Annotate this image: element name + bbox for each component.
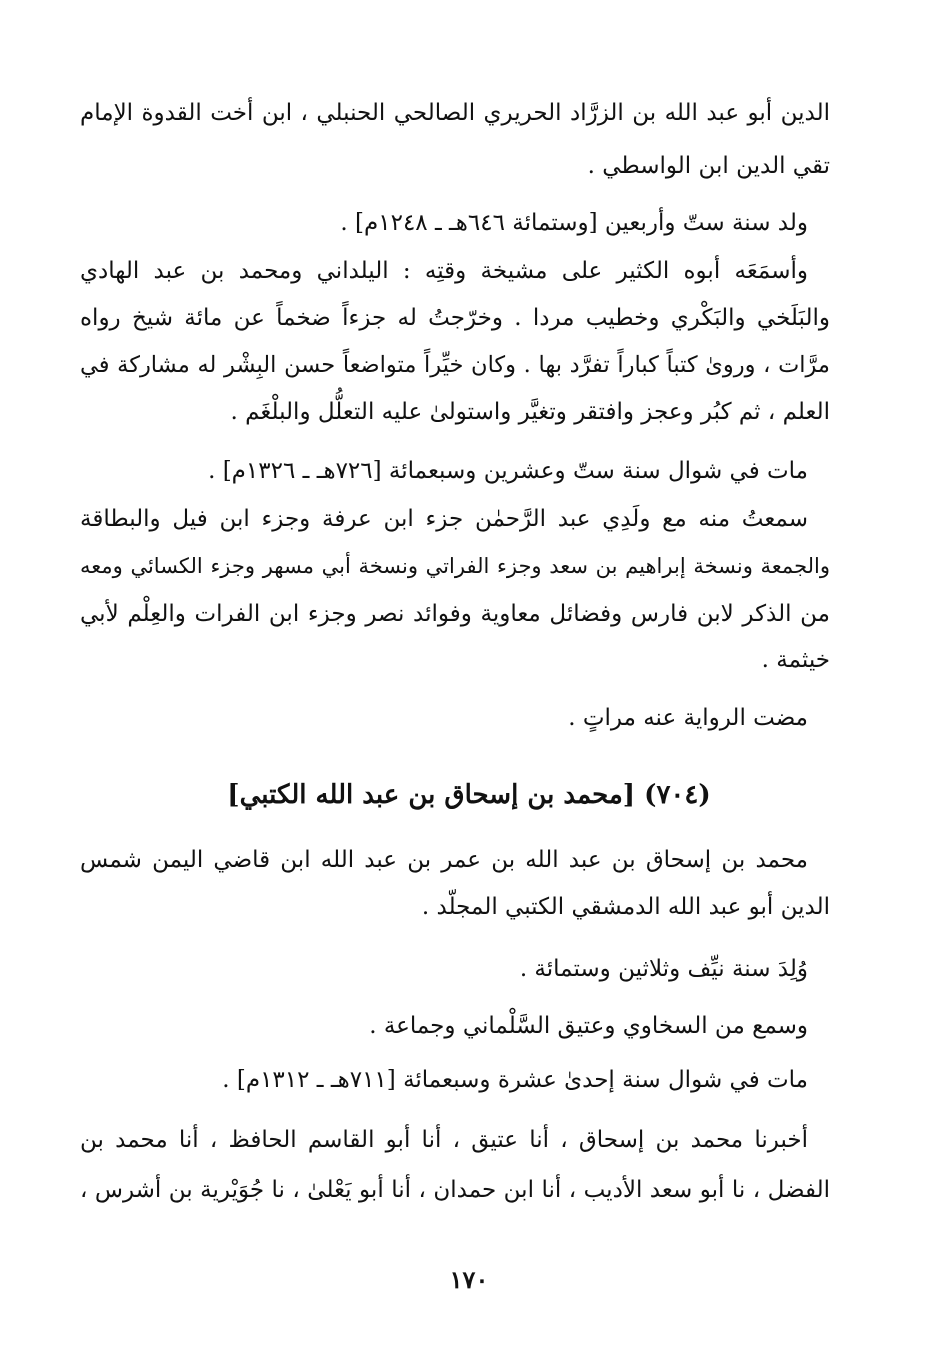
entry-heading: (٧٠٤) [محمد بن إسحاق بن عبد الله الكتبي] [227,780,711,810]
p5-line-1: سمعتُ منه مع ولَدِي عبد الرَّحمٰن جزء ابن عرفة وجزء ابن فيل والبطاقة [80,506,808,532]
page-number: ١٧٠ [449,1265,489,1294]
p8-line-1: وُلِدَ سنة نيِّف وثلاثين وستمائة . [519,956,808,982]
p1-line-2: تقي الدين ابن الواسطي . [587,153,830,179]
p2-line-1: ولد سنة ستّ وأربعين [وستمائة ٦٤٦هـ ـ ١٢٤٨م] . [340,210,808,236]
p5-line-3: من الذكر لابن فارس وفضائل معاوية وفوائد نصر وجزء ابن الفرات والعِلْم لأبي [80,601,830,627]
p6-line-1: مضت الرواية عنه مراتٍ . [568,705,808,731]
p11-line-2: الفضل ، نا أبو سعد الأديب ، أنا ابن حمدان ، أنا أبو يَعْلىٰ ، نا جُوَيْرية بن أشرس ، [80,1177,830,1203]
p4-line-1: مات في شوال سنة ستّ وعشرين وسبعمائة [٧٢٦هـ ـ ١٣٢٦م] . [208,458,808,484]
p9-line-1: وسمع من السخاوي وعتيق السَّلْماني وجماعة . [369,1013,808,1039]
p7-line-1: محمد بن إسحاق بن عبد الله بن عمر بن عبد الله ابن قاضي اليمن شمس [80,847,808,873]
p1-line-1: الدين أبو عبد الله بن الزرَّاد الحريري الصالحي الحنبلي ، ابن أخت القدوة الإمام [80,100,830,126]
p3-line-3: مرَّات ، وروىٰ كتباً كباراً تفرَّد بها . وكان خيِّراً متواضعاً حسن البِشْر له مشاركة في [80,352,830,378]
p11-line-1: أخبرنا محمد بن إسحاق ، أنا عتيق ، أنا أبو القاسم الحافظ ، أنا محمد بن [80,1127,808,1153]
p10-line-1: مات في شوال سنة إحدىٰ عشرة وسبعمائة [٧١١هـ ـ ١٣١٢م] . [222,1067,808,1093]
p3-line-1: وأسمَعَه أبوه الكثير على مشيخة وقتِه : اليلداني ومحمد بن عبد الهادي [80,258,808,284]
p3-line-4: العلم ، ثم كبُر وعجز وافتقر وتغيَّر واستولىٰ عليه التعلُّل والبلْغَم . [230,399,830,425]
p5-line-2: والجمعة ونسخة إبراهيم بن سعد وجزء الفراتي ونسخة أبي مسهر وجزء الكسائي ومعه [80,554,830,578]
p3-line-2: والبَلَخي والبَكْري وخطيب مردا . وخرّجتُ له جزءاً ضخماً عن مائة شيخ رواه [80,305,830,331]
p7-line-2: الدين أبو عبد الله الدمشقي الكتبي المجلّد . [421,894,830,920]
p5-line-4: خيثمة . [761,647,830,673]
